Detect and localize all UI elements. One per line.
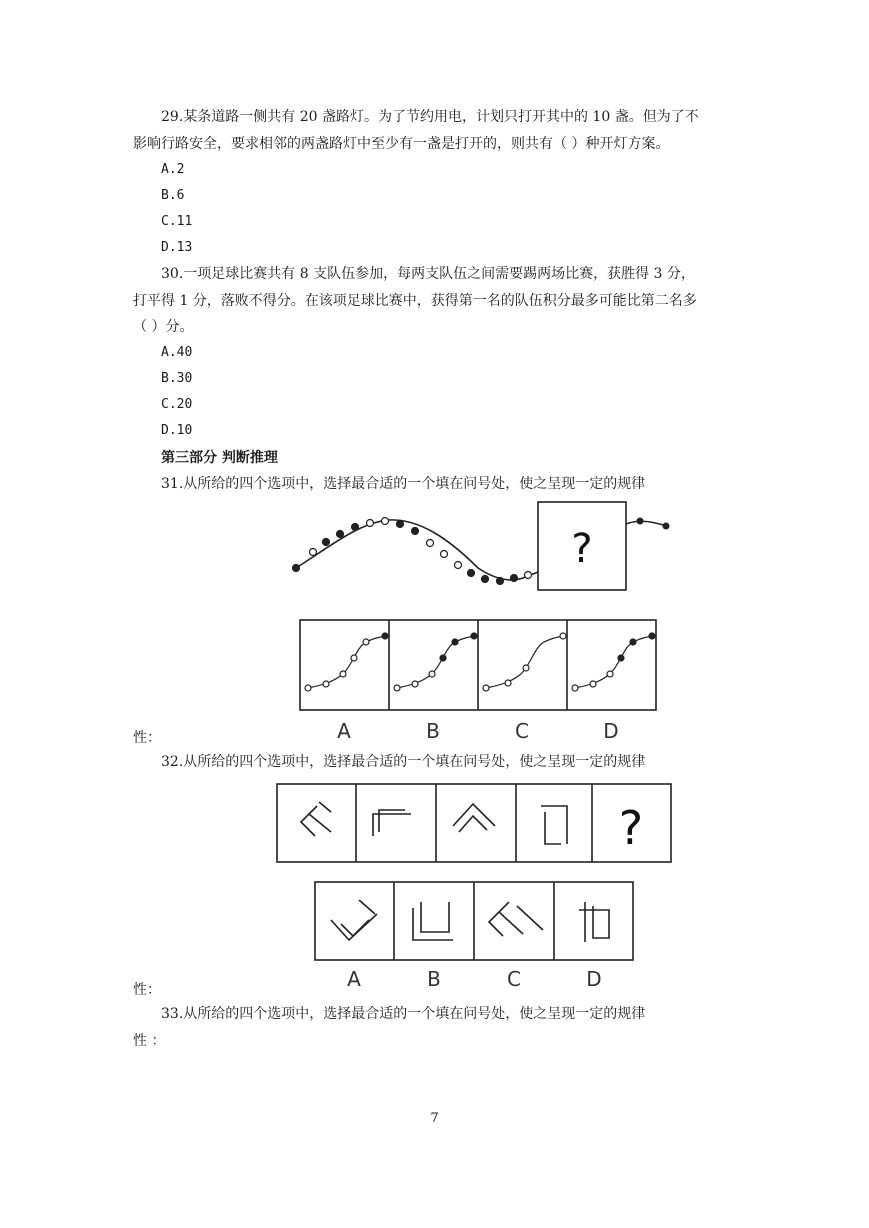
q30-line2: 打平得 1 分，落败不得分。在该项足球比赛中，获得第一名的队伍积分最多可能比第二名多	[133, 293, 697, 309]
q29-option-c: C.11	[161, 214, 193, 229]
section-title: 第三部分 判断推理	[161, 450, 278, 466]
q30-line3: （ ）分。	[133, 319, 194, 335]
q31-label-c: C	[515, 719, 529, 743]
q31-label-d: D	[603, 719, 619, 743]
q29-line2: 影响行路安全，要求相邻的两盏路灯中至少有一盏是打开的，则共有（ ）种开灯方案。	[133, 136, 670, 152]
q32-label-c: C	[507, 967, 521, 991]
q32-sequence-figure	[275, 782, 675, 866]
q29-option-a: A.2	[161, 162, 185, 177]
q32-options-figure	[313, 880, 637, 992]
q32-label-a: A	[347, 967, 361, 991]
q30-line1: 30.一项足球比赛共有 8 支队伍参加，每两支队伍之间需要踢两场比赛，获胜得 3 分，	[161, 266, 695, 282]
q32-label-d: D	[586, 967, 602, 991]
q31-stem: 31.从所给的四个选项中，选择最合适的一个填在问号处，使之呈现一定的规律	[161, 476, 646, 492]
q33-tail: 性 ：	[133, 1033, 166, 1049]
q30-option-b: B.30	[161, 371, 193, 386]
q32-stem: 32.从所给的四个选项中，选择最合适的一个填在问号处，使之呈现一定的规律	[161, 754, 646, 770]
q31-options-figure	[298, 618, 660, 744]
q31-wave-figure	[288, 498, 678, 594]
q31-label-b: B	[426, 719, 440, 743]
q33-stem: 33.从所给的四个选项中，选择最合适的一个填在问号处，使之呈现一定的规律	[161, 1006, 646, 1022]
q32-label-b: B	[427, 967, 441, 991]
q30-option-a: A.40	[161, 345, 193, 360]
q31-label-a: A	[337, 719, 351, 743]
q32-question-mark: ?	[618, 801, 644, 855]
q30-option-d: D.10	[161, 423, 193, 438]
q31-tail: 性：	[133, 730, 161, 746]
q31-question-mark: ?	[571, 526, 593, 572]
q29-option-d: D.13	[161, 240, 193, 255]
q32-tail: 性：	[133, 982, 161, 998]
q30-option-c: C.20	[161, 397, 193, 412]
q29-option-b: B.6	[161, 188, 185, 203]
page-number: 7	[430, 1111, 439, 1126]
q29-line1: 29.某条道路一侧共有 20 盏路灯。为了节约用电，计划只打开其中的 10 盏。但为了不	[161, 109, 699, 125]
